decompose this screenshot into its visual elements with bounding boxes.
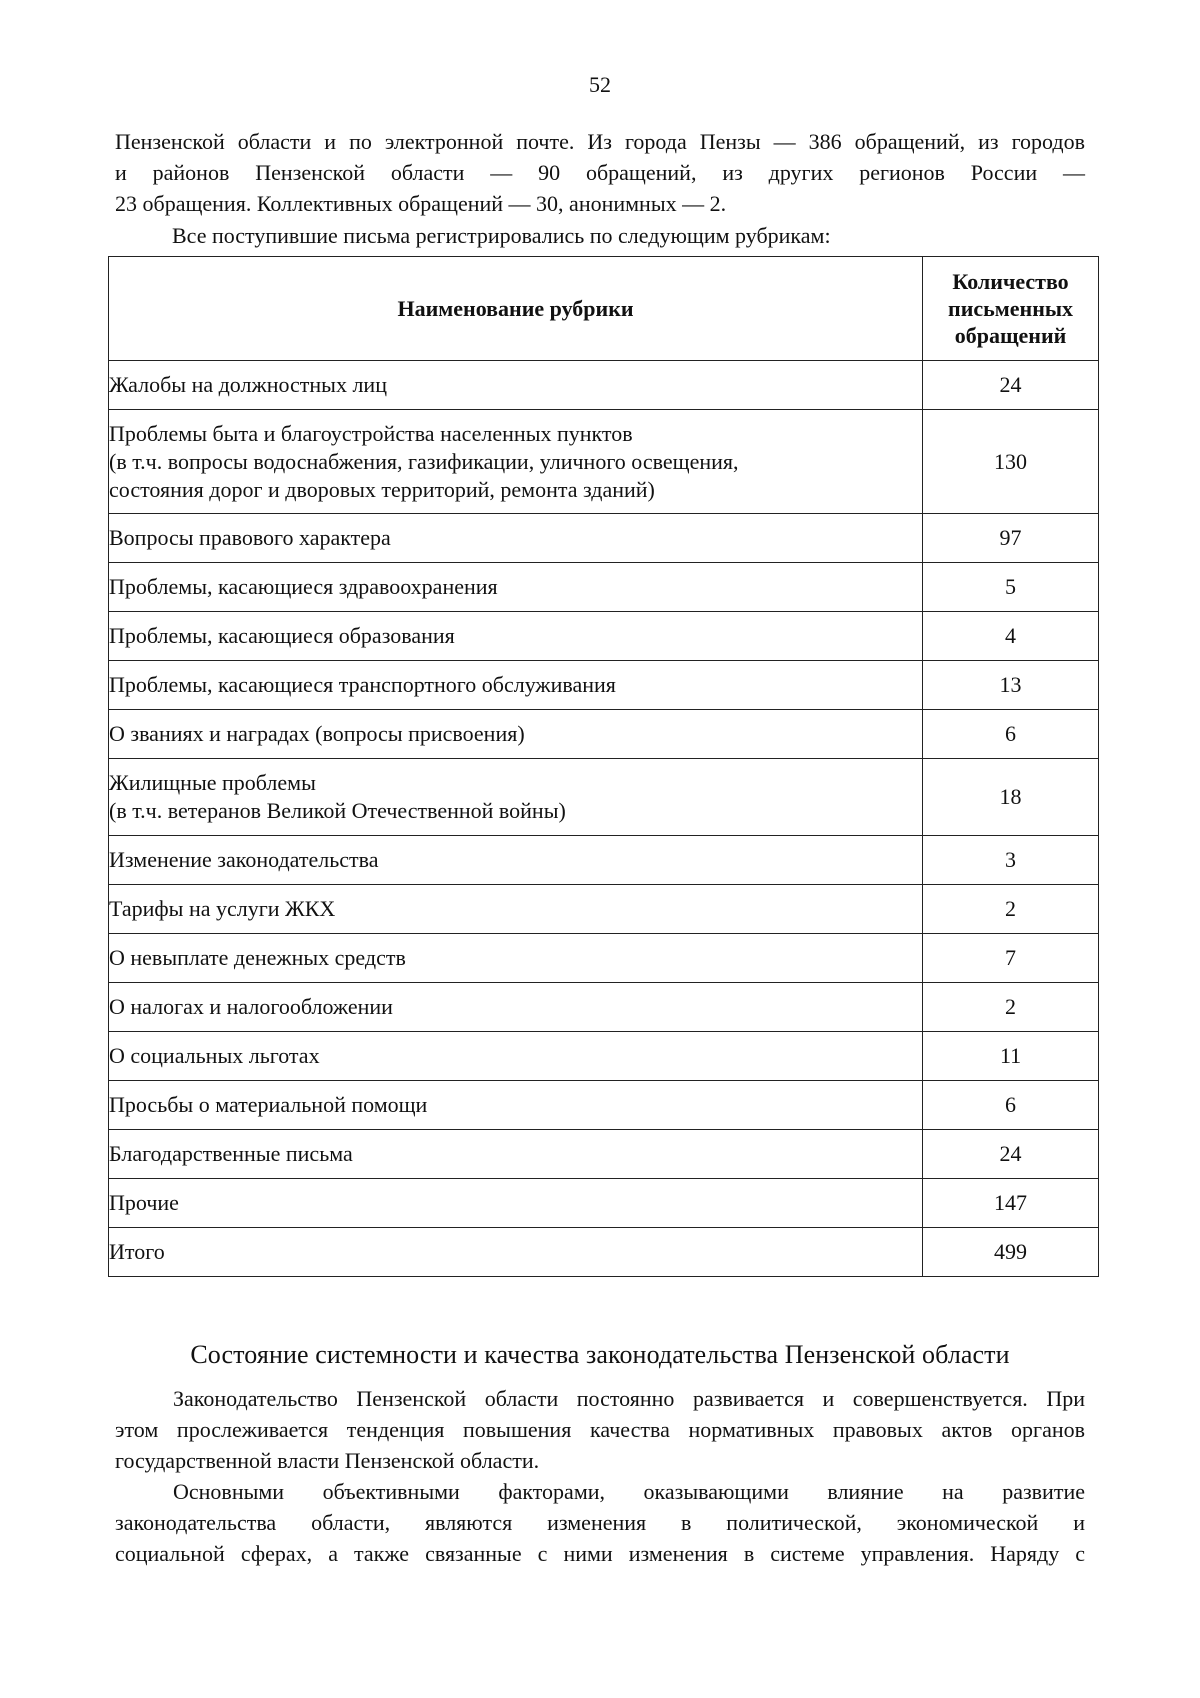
rubric-count: 18	[923, 759, 1099, 836]
paragraph-line: этом прослеживается тенденция повышения качества нормативных правовых актов органов	[115, 1417, 1085, 1442]
rubric-name	[109, 1228, 923, 1277]
intro-line: 23 обращения. Коллективных обращений — 30, анонимных — 2.	[115, 191, 727, 216]
rubric-name-line: Проблемы, касающиеся образования	[109, 623, 455, 648]
rubric-name-line: Вопросы правового характера	[109, 525, 391, 550]
rubric-name	[109, 1032, 923, 1081]
rubric-count: 499	[923, 1228, 1099, 1277]
rubric-name-line: О налогах и налогообложении	[109, 994, 393, 1019]
rubric-name	[109, 1130, 923, 1179]
rubric-count: 13	[923, 661, 1099, 710]
rubric-count: 2	[923, 983, 1099, 1032]
rubric-name	[109, 934, 923, 983]
rubric-name	[109, 759, 923, 836]
rubric-name-line: Изменение законодательства	[109, 847, 379, 872]
table-row	[109, 612, 1099, 661]
paragraph-legislation-development	[115, 1383, 1085, 1476]
rubric-count: 5	[923, 563, 1099, 612]
rubric-name	[109, 1179, 923, 1228]
rubric-name-line: Жилищные проблемы	[109, 770, 316, 795]
paragraph-line: Основными объективными факторами, оказывающими влияние на развитие	[173, 1479, 1085, 1504]
rubric-count: 24	[923, 361, 1099, 410]
rubric-name-line: Тарифы на услуги ЖКХ	[109, 896, 336, 921]
rubric-name	[109, 361, 923, 410]
table-lead-text: Все поступившие письма регистрировались по следующим рубрикам:	[172, 223, 831, 248]
rubric-name	[109, 661, 923, 710]
rubric-count: 130	[923, 410, 1099, 514]
section-title: Состояние системности и качества законодательства Пензенской области	[190, 1340, 1010, 1369]
table-header-row	[109, 257, 1099, 361]
rubric-name	[109, 1081, 923, 1130]
rubric-name	[109, 885, 923, 934]
rubric-name-line: Проблемы, касающиеся транспортного обслуживания	[109, 672, 616, 697]
rubric-name	[109, 612, 923, 661]
table-row	[109, 836, 1099, 885]
table-row	[109, 410, 1099, 514]
rubric-name-line: Жалобы на должностных лиц	[109, 372, 387, 397]
rubric-name-line: состояния дорог и дворовых территорий, ремонта зданий)	[109, 476, 655, 502]
table-row	[109, 563, 1099, 612]
rubric-name	[109, 514, 923, 563]
header-count-line: Количество	[952, 269, 1069, 294]
intro-paragraph	[115, 126, 1085, 219]
rubric-count: 6	[923, 710, 1099, 759]
rubric-name-line: Проблемы, касающиеся здравоохранения	[109, 574, 498, 599]
rubric-name-line: (в т.ч. ветеранов Великой Отечественной войны)	[109, 798, 566, 823]
rubric-name-line: Итого	[109, 1239, 165, 1264]
table-row	[109, 1179, 1099, 1228]
intro-line: и районов Пензенской области — 90 обращений, из других регионов России —	[115, 160, 1085, 185]
table-row	[109, 759, 1099, 836]
paragraph-line: законодательства области, являются изменения в политической, экономической и	[115, 1510, 1085, 1535]
rubric-name-line: Просьбы о материальной помощи	[109, 1092, 428, 1117]
rubric-count: 6	[923, 1081, 1099, 1130]
table-row	[109, 1081, 1099, 1130]
rubric-name	[109, 563, 923, 612]
rubric-name-line: О невыплате денежных средств	[109, 945, 406, 970]
rubric-count: 4	[923, 612, 1099, 661]
paragraph-objective-factors	[115, 1476, 1085, 1569]
rubric-name-line: О социальных льготах	[109, 1043, 320, 1068]
header-count	[923, 257, 1099, 361]
rubric-count: 24	[923, 1130, 1099, 1179]
table-row	[109, 514, 1099, 563]
table-row	[109, 710, 1099, 759]
rubric-name-line: О званиях и наградах (вопросы присвоения)	[109, 721, 525, 746]
header-count-line: письменных	[948, 296, 1074, 321]
rubric-name	[109, 410, 923, 514]
table-row	[109, 983, 1099, 1032]
paragraph-line: Законодательство Пензенской области постоянно развивается и совершенствуется. При	[173, 1386, 1085, 1411]
table-row	[109, 361, 1099, 410]
paragraph-line: государственной власти Пензенской области.	[115, 1448, 540, 1473]
rubric-name-line: Благодарственные письма	[109, 1141, 353, 1166]
table-row	[109, 661, 1099, 710]
header-rubric-name: Наименование рубрики	[109, 257, 923, 361]
header-count-line: обращений	[954, 323, 1067, 348]
table-row	[109, 885, 1099, 934]
table-row	[109, 934, 1099, 983]
rubric-name	[109, 836, 923, 885]
rubric-name-line: Прочие	[109, 1190, 179, 1215]
page-number: 52	[589, 72, 611, 97]
rubric-count: 7	[923, 934, 1099, 983]
table-total-row	[109, 1228, 1099, 1277]
rubric-name	[109, 983, 923, 1032]
rubric-count: 3	[923, 836, 1099, 885]
rubric-name-line: (в т.ч. вопросы водоснабжения, газификации, уличного освещения,	[109, 448, 739, 474]
rubric-count: 147	[923, 1179, 1099, 1228]
intro-line: Пензенской области и по электронной почте. Из города Пензы — 386 обращений, из городов	[115, 129, 1085, 154]
paragraph-line: социальной сферах, а также связанные с ними изменения в системе управления. Наряду с	[115, 1541, 1085, 1566]
rubric-count: 11	[923, 1032, 1099, 1081]
table-row	[109, 1032, 1099, 1081]
rubric-name-line: Проблемы быта и благоустройства населенных пунктов	[109, 420, 633, 446]
rubric-name	[109, 710, 923, 759]
rubric-count: 97	[923, 514, 1099, 563]
rubrics-table	[108, 256, 1099, 1277]
rubric-count: 2	[923, 885, 1099, 934]
table-row	[109, 1130, 1099, 1179]
